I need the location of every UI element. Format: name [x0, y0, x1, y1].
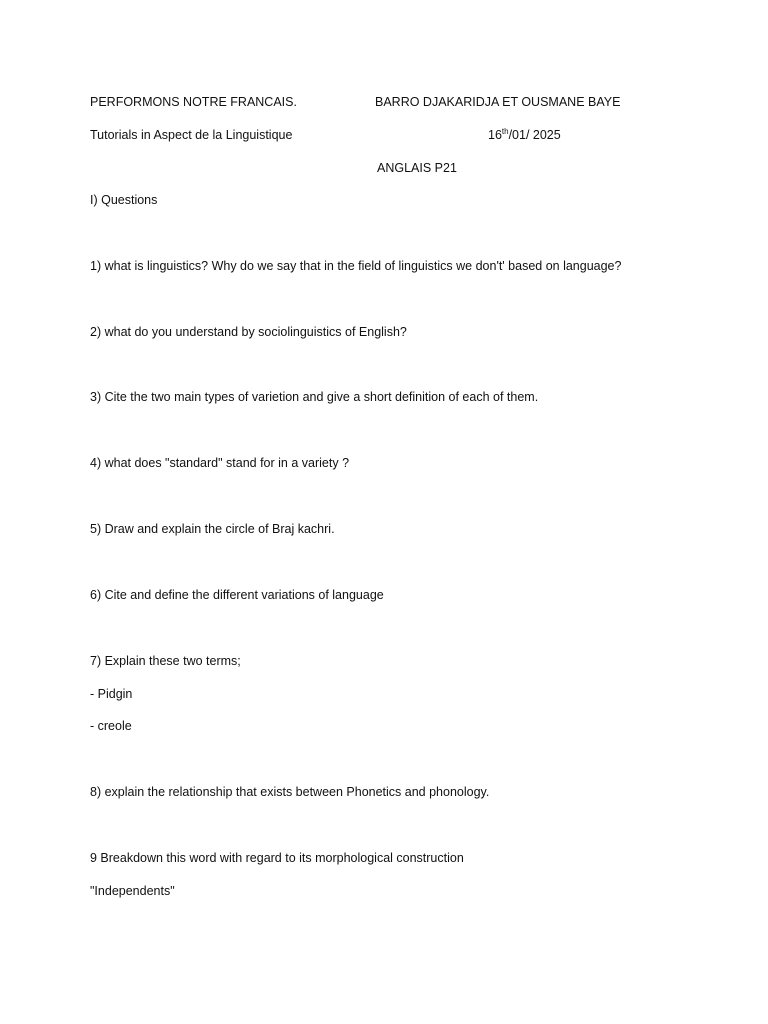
section-heading: I) Questions [90, 193, 158, 207]
question-3: 3) Cite the two main types of varietion and give a short definition of each of them. [90, 390, 539, 404]
document-title: PERFORMONS NOTRE FRANCAIS. [90, 95, 297, 109]
authors-line: BARRO DJAKARIDJA ET OUSMANE BAYE [375, 95, 621, 109]
class-label: ANGLAIS P21 [377, 161, 457, 175]
question-1: 1) what is linguistics? Why do we say that in the field of linguistics we don't' based on language? [90, 259, 622, 273]
date-rest: /01/ 2025 [508, 128, 561, 142]
date-line [488, 127, 561, 143]
date-day: 16 [488, 128, 502, 142]
question-9: 9 Breakdown this word with regard to its morphological construction [90, 851, 464, 865]
question-7-item-pidgin: - Pidgin [90, 687, 133, 701]
question-5: 5) Draw and explain the circle of Braj kachri. [90, 522, 335, 536]
question-6: 6) Cite and define the different variations of language [90, 588, 384, 602]
question-7-item-creole: - creole [90, 719, 132, 733]
question-4: 4) what does "standard" stand for in a variety ? [90, 456, 350, 470]
course-line: Tutorials in Aspect de la Linguistique [90, 128, 293, 142]
question-2: 2) what do you understand by sociolinguistics of English? [90, 325, 407, 339]
question-8: 8) explain the relationship that exists between Phonetics and phonology. [90, 785, 490, 799]
question-9-word: "Independents" [90, 884, 175, 898]
question-7: 7) Explain these two terms; [90, 654, 241, 668]
date-suffix: th [501, 126, 509, 136]
